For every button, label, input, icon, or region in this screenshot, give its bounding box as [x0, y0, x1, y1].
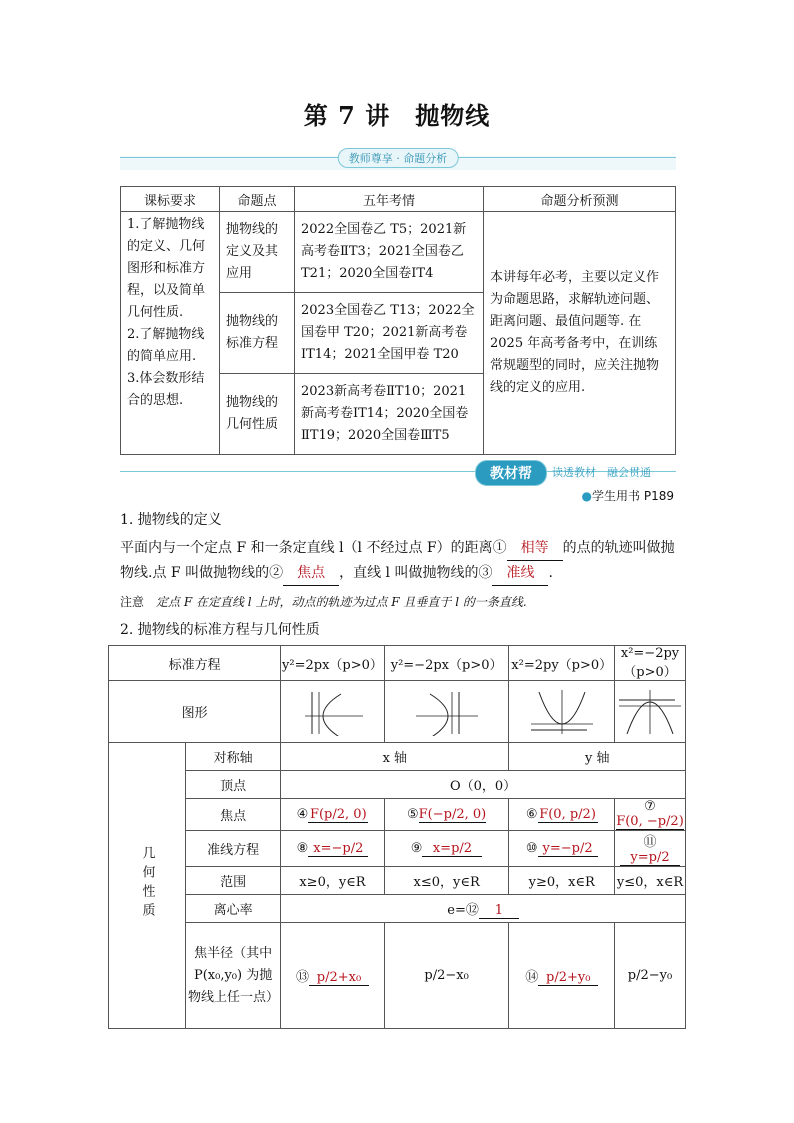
prediction-cell: 本讲每年必考，主要以定义作为命题思路，求解轨迹问题、距离问题、最值问题等. 在 2025 年高考备考中，在训练常规题型的同时，应关注抛物线的定义的应用. — [484, 212, 676, 455]
eq-cell: x²=−2py（p>0） — [615, 646, 686, 681]
radius-answer: p/2+y₀ — [538, 970, 598, 986]
focus-cell — [281, 799, 385, 831]
label-radius: 焦半径（其中 P(x₀,y₀) 为抛物线上任一点） — [186, 923, 281, 1029]
label-group — [109, 743, 186, 1029]
point-cell: 抛物线的定义及其应用 — [220, 212, 295, 293]
graph-cell — [281, 681, 385, 743]
label-eq: 标准方程 — [109, 646, 281, 681]
radius-cell — [281, 923, 385, 1029]
def-text: 物线.点 F 叫做抛物线的② — [120, 565, 284, 581]
fill-blank-1: 相等 — [507, 536, 563, 561]
directrix-answer: x=p/2 — [422, 841, 482, 857]
range-cell: x≤0，y∈R — [384, 867, 509, 895]
eq-cell: y²=−2px（p>0） — [384, 646, 509, 681]
directrix-cell — [384, 831, 509, 867]
radius-cell: p/2−x₀ — [384, 923, 509, 1029]
student-book-ref — [582, 487, 674, 504]
header-prediction: 命题分析预测 — [484, 187, 676, 212]
header-points: 命题点 — [220, 187, 295, 212]
label-directrix: 准线方程 — [186, 831, 281, 867]
graph-cell — [384, 681, 509, 743]
graph-cell — [615, 681, 686, 743]
exams-cell: 2023新高考卷ⅡT10；2021新高考卷ⅠT14；2020全国卷ⅡT19；2020全国卷ⅢT5 — [295, 374, 484, 455]
num: ⑭ — [525, 969, 539, 985]
num: ⑤ — [407, 806, 419, 822]
def-text: ，直线 l 叫做抛物线的③ — [339, 565, 493, 581]
label-ecc: 离心率 — [186, 895, 281, 923]
label-range: 范围 — [186, 867, 281, 895]
radius-cell — [509, 923, 615, 1029]
num: ⑥ — [525, 806, 538, 822]
directrix-answer: y=p/2 — [620, 850, 680, 866]
directrix-cell — [281, 831, 385, 867]
exams-cell: 2023全国卷乙 T13；2022全国卷甲 T20；2021新高考卷ⅠT14；2021全国甲卷 T20 — [295, 293, 484, 374]
definition-paragraph — [120, 536, 680, 586]
section1-heading: 1. 抛物线的定义 — [120, 512, 222, 528]
label-graph: 图形 — [109, 681, 281, 743]
num: ⑬ — [295, 969, 309, 985]
parabola-right-graph — [297, 688, 367, 736]
exams-cell: 2022全国卷乙 T5；2021新高考卷ⅡT3；2021全国卷乙 T21；2020全国卷ⅠT4 — [295, 212, 484, 293]
directrix-cell — [615, 831, 686, 867]
def-text: 平面内与一个定点 F 和一条定直线 l（l 不经过点 F）的距离① — [120, 540, 507, 556]
num: ⑦ — [644, 799, 656, 814]
graph-cell — [509, 681, 615, 743]
range-cell: y≥0，x∈R — [509, 867, 615, 895]
radius-cell: p/2−y₀ — [615, 923, 686, 1029]
teacher-banner-label: 教师尊享 · 命题分析 — [338, 148, 459, 168]
axis-cell: x 轴 — [281, 743, 509, 771]
num: ⑧ — [296, 840, 309, 856]
directrix-answer: x=−p/2 — [308, 841, 368, 857]
label-axis: 对称轴 — [186, 743, 281, 771]
analysis-table — [120, 186, 676, 455]
parabola-left-graph — [412, 688, 482, 736]
parabola-up-graph — [527, 688, 597, 736]
radius-answer: p/2+x₀ — [309, 970, 369, 986]
textbook-banner — [120, 460, 676, 484]
parabola-down-graph — [615, 688, 685, 736]
focus-answer: F(0, p/2) — [539, 806, 596, 822]
page-title: 第 7 讲 抛物线 — [303, 101, 491, 130]
textbook-banner-label: 教材帮 — [475, 460, 547, 486]
def-text: 的点的轨迹叫做抛 — [562, 540, 675, 556]
ref-dot-icon: ● — [581, 489, 593, 503]
vertex-cell: O（0，0） — [281, 771, 686, 799]
range-cell: y≤0，x∈R — [615, 867, 686, 895]
focus-answer: F(0, −p/2) — [616, 814, 684, 829]
group-label: 几何性质 — [139, 845, 155, 922]
focus-cell — [615, 799, 686, 831]
eq-cell: x²=2py（p>0） — [509, 646, 615, 681]
note-text: 定点 F 在定直线 l 上时，动点的轨迹为过点 F 且垂直于 l 的一条直线. — [156, 595, 527, 609]
header-exams: 五年考情 — [295, 187, 484, 212]
fill-blank-2: 焦点 — [283, 561, 339, 586]
num: ④ — [296, 806, 309, 822]
fill-blank-3: 准线 — [492, 561, 548, 586]
directrix-answer: y=−p/2 — [538, 841, 598, 857]
def-text: . — [548, 565, 553, 581]
note-line — [120, 590, 680, 614]
ecc-answer: 1 — [479, 903, 519, 919]
section2-heading: 2. 抛物线的标准方程与几何性质 — [120, 622, 320, 638]
focus-cell — [509, 799, 615, 831]
point-cell: 抛物线的标准方程 — [220, 293, 295, 374]
note-label: 注意 — [120, 595, 145, 609]
focus-cell — [384, 799, 509, 831]
axis-cell: y 轴 — [509, 743, 686, 771]
teacher-banner — [120, 146, 676, 170]
focus-answer: F(−p/2, 0) — [418, 806, 487, 822]
num: ⑨ — [410, 840, 423, 856]
ecc-cell — [281, 895, 686, 923]
focus-answer: F(p/2, 0) — [309, 806, 367, 822]
ecc-prefix: e=⑫ — [447, 902, 479, 918]
label-vertex: 顶点 — [186, 771, 281, 799]
directrix-cell — [509, 831, 615, 867]
label-focus: 焦点 — [186, 799, 281, 831]
num: ⑪ — [643, 835, 657, 850]
requirements-cell: 1.了解抛物线的定义、几何图形和标准方程，以及简单几何性质. 2.了解抛物线的简单应用. 3.体会数形结合的思想. — [121, 212, 220, 455]
range-cell: x≥0，y∈R — [281, 867, 385, 895]
ref-text: 学生用书 P189 — [592, 489, 674, 503]
properties-table — [108, 645, 686, 1029]
num: ⑩ — [525, 840, 538, 856]
header-requirements: 课标要求 — [121, 187, 220, 212]
textbook-banner-sub: 读透教材 融会贯通 — [552, 466, 651, 479]
eq-cell: y²=2px（p>0） — [281, 646, 385, 681]
point-cell: 抛物线的几何性质 — [220, 374, 295, 455]
